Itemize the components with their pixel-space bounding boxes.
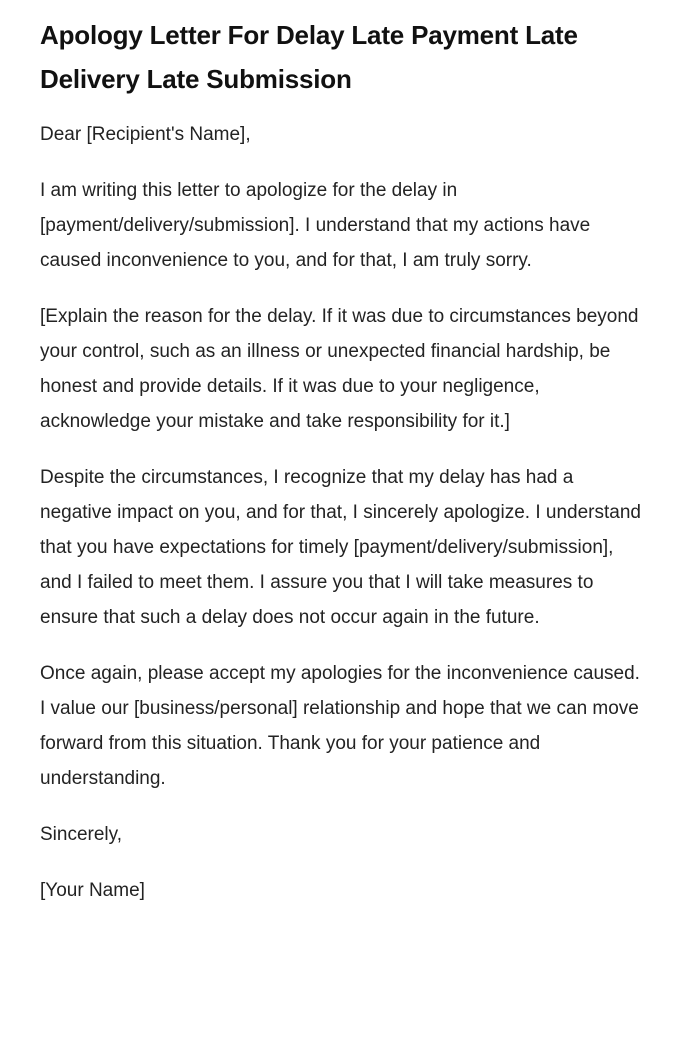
body-paragraph-4: Once again, please accept my apologies for the inconvenience caused. I value our [business/personal] relationship and hope that we can move forward from this situation. Thank you for your patience and understanding. [40, 663, 640, 789]
closing: Sincerely, [40, 824, 123, 845]
body-paragraph-1: I am writing this letter to apologize for the delay in [payment/delivery/submission]. I understand that my actions have caused inconvenience to you, and for that, I am truly sorry. [40, 180, 591, 271]
body-paragraph-2: [Explain the reason for the delay. If it was due to circumstances beyond your control, such as an illness or unexpected financial hardship, be honest and provide details. If it was due to your negligence, acknowledge your mistake and take responsibility for it.] [40, 306, 639, 432]
salutation: Dear [Recipient's Name], [40, 124, 251, 145]
signature-placeholder: [Your Name] [40, 880, 145, 901]
body-paragraph-3: Despite the circumstances, I recognize that my delay has had a negative impact on you, and for that, I sincerely apologize. I understand that you have expectations for timely [payment/delivery/submission], and I failed to meet them. I assure you that I will take measures to ensure that such a delay does not occur again in the future. [40, 467, 641, 628]
apology-letter [40, 13, 642, 908]
page-title: Apology Letter For Delay Late Payment Late Delivery Late Submission [40, 20, 578, 94]
